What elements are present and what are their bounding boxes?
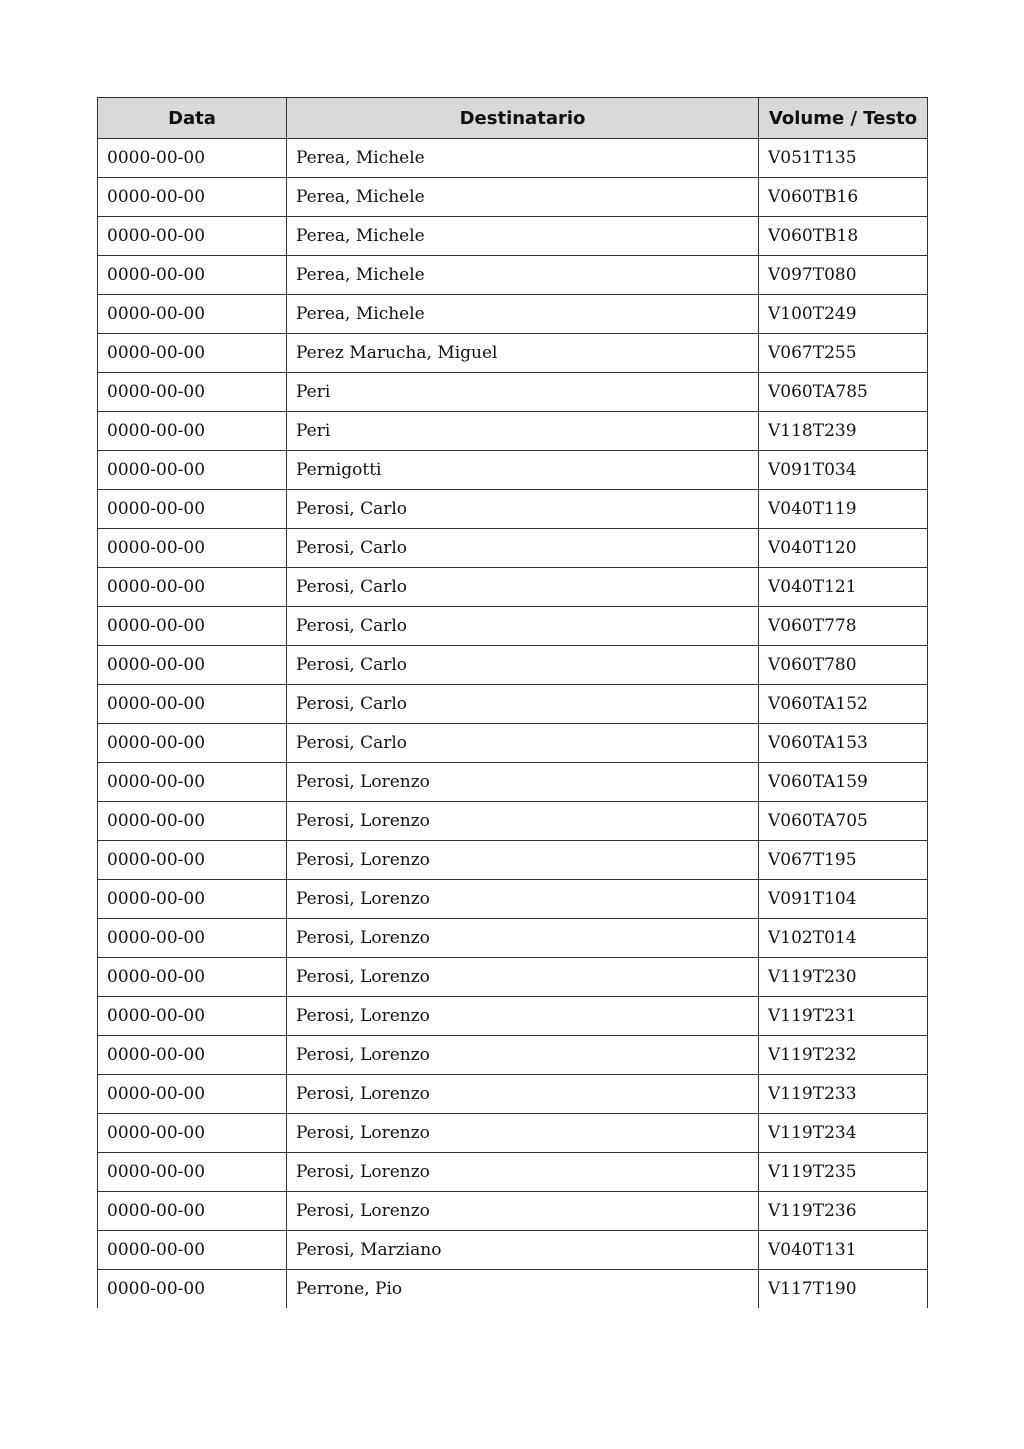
cell-data: 0000-00-00 xyxy=(98,490,287,529)
table-row xyxy=(98,763,928,802)
table-row xyxy=(98,724,928,763)
cell-data: 0000-00-00 xyxy=(98,1231,287,1270)
table-row xyxy=(98,607,928,646)
header-destinatario: Destinatario xyxy=(287,98,759,139)
cell-destinatario: Perrone, Pio xyxy=(287,1270,759,1309)
cell-volume-testo: V060TB16 xyxy=(759,178,928,217)
cell-volume-testo: V091T034 xyxy=(759,451,928,490)
cell-destinatario: Pernigotti xyxy=(287,451,759,490)
table-row xyxy=(98,1270,928,1309)
cell-destinatario: Perosi, Carlo xyxy=(287,646,759,685)
cell-data: 0000-00-00 xyxy=(98,139,287,178)
cell-volume-testo: V119T236 xyxy=(759,1192,928,1231)
table-row xyxy=(98,334,928,373)
table-row xyxy=(98,412,928,451)
table-row xyxy=(98,1231,928,1270)
table-row xyxy=(98,295,928,334)
cell-data: 0000-00-00 xyxy=(98,334,287,373)
cell-destinatario: Perea, Michele xyxy=(287,295,759,334)
table-row xyxy=(98,1075,928,1114)
cell-data: 0000-00-00 xyxy=(98,451,287,490)
cell-data: 0000-00-00 xyxy=(98,607,287,646)
table-row xyxy=(98,451,928,490)
cell-destinatario: Perosi, Lorenzo xyxy=(287,802,759,841)
cell-volume-testo: V060TA159 xyxy=(759,763,928,802)
cell-destinatario: Perosi, Lorenzo xyxy=(287,1153,759,1192)
cell-volume-testo: V118T239 xyxy=(759,412,928,451)
table-row xyxy=(98,646,928,685)
cell-data: 0000-00-00 xyxy=(98,685,287,724)
table-row xyxy=(98,568,928,607)
cell-data: 0000-00-00 xyxy=(98,1114,287,1153)
cell-volume-testo: V119T231 xyxy=(759,997,928,1036)
cell-destinatario: Perosi, Lorenzo xyxy=(287,1075,759,1114)
cell-volume-testo: V060TA152 xyxy=(759,685,928,724)
cell-volume-testo: V119T233 xyxy=(759,1075,928,1114)
cell-destinatario: Perosi, Lorenzo xyxy=(287,919,759,958)
table-row xyxy=(98,139,928,178)
cell-volume-testo: V067T255 xyxy=(759,334,928,373)
table-row xyxy=(98,1192,928,1231)
cell-volume-testo: V119T235 xyxy=(759,1153,928,1192)
cell-destinatario: Perosi, Lorenzo xyxy=(287,997,759,1036)
document-page xyxy=(97,97,927,1308)
cell-volume-testo: V040T119 xyxy=(759,490,928,529)
cell-destinatario: Perosi, Carlo xyxy=(287,490,759,529)
cell-volume-testo: V060T780 xyxy=(759,646,928,685)
cell-volume-testo: V040T120 xyxy=(759,529,928,568)
cell-destinatario: Perosi, Carlo xyxy=(287,685,759,724)
cell-data: 0000-00-00 xyxy=(98,217,287,256)
cell-volume-testo: V040T131 xyxy=(759,1231,928,1270)
cell-destinatario: Perosi, Lorenzo xyxy=(287,880,759,919)
cell-destinatario: Perosi, Lorenzo xyxy=(287,763,759,802)
cell-destinatario: Perosi, Lorenzo xyxy=(287,1114,759,1153)
cell-data: 0000-00-00 xyxy=(98,1192,287,1231)
header-volume-testo: Volume / Testo xyxy=(759,98,928,139)
cell-data: 0000-00-00 xyxy=(98,178,287,217)
table-row xyxy=(98,1153,928,1192)
table-row xyxy=(98,529,928,568)
cell-volume-testo: V060TB18 xyxy=(759,217,928,256)
table-row xyxy=(98,490,928,529)
cell-destinatario: Perosi, Lorenzo xyxy=(287,1036,759,1075)
cell-destinatario: Perosi, Carlo xyxy=(287,568,759,607)
table-row xyxy=(98,217,928,256)
table-row xyxy=(98,997,928,1036)
table-row xyxy=(98,1114,928,1153)
cell-data: 0000-00-00 xyxy=(98,568,287,607)
cell-data: 0000-00-00 xyxy=(98,919,287,958)
cell-destinatario: Perea, Michele xyxy=(287,217,759,256)
cell-destinatario: Perosi, Marziano xyxy=(287,1231,759,1270)
cell-volume-testo: V067T195 xyxy=(759,841,928,880)
cell-data: 0000-00-00 xyxy=(98,295,287,334)
cell-data: 0000-00-00 xyxy=(98,958,287,997)
cell-volume-testo: V060TA705 xyxy=(759,802,928,841)
cell-data: 0000-00-00 xyxy=(98,1153,287,1192)
cell-data: 0000-00-00 xyxy=(98,1270,287,1309)
table-row xyxy=(98,958,928,997)
cell-data: 0000-00-00 xyxy=(98,997,287,1036)
cell-destinatario: Perea, Michele xyxy=(287,178,759,217)
cell-data: 0000-00-00 xyxy=(98,1075,287,1114)
table-header-row xyxy=(98,98,928,139)
cell-data: 0000-00-00 xyxy=(98,724,287,763)
cell-volume-testo: V060T778 xyxy=(759,607,928,646)
cell-data: 0000-00-00 xyxy=(98,841,287,880)
cell-data: 0000-00-00 xyxy=(98,256,287,295)
cell-volume-testo: V119T234 xyxy=(759,1114,928,1153)
table-row xyxy=(98,178,928,217)
letters-table xyxy=(97,97,928,1308)
cell-volume-testo: V097T080 xyxy=(759,256,928,295)
header-data: Data xyxy=(98,98,287,139)
cell-destinatario: Perosi, Carlo xyxy=(287,607,759,646)
cell-data: 0000-00-00 xyxy=(98,529,287,568)
table-row xyxy=(98,1036,928,1075)
cell-data: 0000-00-00 xyxy=(98,646,287,685)
cell-volume-testo: V100T249 xyxy=(759,295,928,334)
cell-volume-testo: V051T135 xyxy=(759,139,928,178)
cell-data: 0000-00-00 xyxy=(98,412,287,451)
table-row xyxy=(98,256,928,295)
cell-data: 0000-00-00 xyxy=(98,1036,287,1075)
cell-destinatario: Peri xyxy=(287,373,759,412)
cell-volume-testo: V102T014 xyxy=(759,919,928,958)
table-row xyxy=(98,373,928,412)
cell-destinatario: Perea, Michele xyxy=(287,139,759,178)
table-row xyxy=(98,919,928,958)
cell-data: 0000-00-00 xyxy=(98,763,287,802)
cell-destinatario: Perea, Michele xyxy=(287,256,759,295)
cell-destinatario: Perez Marucha, Miguel xyxy=(287,334,759,373)
table-row xyxy=(98,880,928,919)
cell-data: 0000-00-00 xyxy=(98,880,287,919)
table-body xyxy=(98,139,928,1309)
cell-destinatario: Peri xyxy=(287,412,759,451)
cell-destinatario: Perosi, Carlo xyxy=(287,724,759,763)
cell-volume-testo: V119T232 xyxy=(759,1036,928,1075)
table-row xyxy=(98,685,928,724)
cell-data: 0000-00-00 xyxy=(98,802,287,841)
cell-destinatario: Perosi, Carlo xyxy=(287,529,759,568)
cell-volume-testo: V060TA153 xyxy=(759,724,928,763)
cell-volume-testo: V119T230 xyxy=(759,958,928,997)
cell-volume-testo: V060TA785 xyxy=(759,373,928,412)
cell-destinatario: Perosi, Lorenzo xyxy=(287,841,759,880)
table-row xyxy=(98,841,928,880)
cell-volume-testo: V117T190 xyxy=(759,1270,928,1309)
cell-volume-testo: V040T121 xyxy=(759,568,928,607)
cell-data: 0000-00-00 xyxy=(98,373,287,412)
cell-destinatario: Perosi, Lorenzo xyxy=(287,958,759,997)
table-row xyxy=(98,802,928,841)
cell-volume-testo: V091T104 xyxy=(759,880,928,919)
cell-destinatario: Perosi, Lorenzo xyxy=(287,1192,759,1231)
